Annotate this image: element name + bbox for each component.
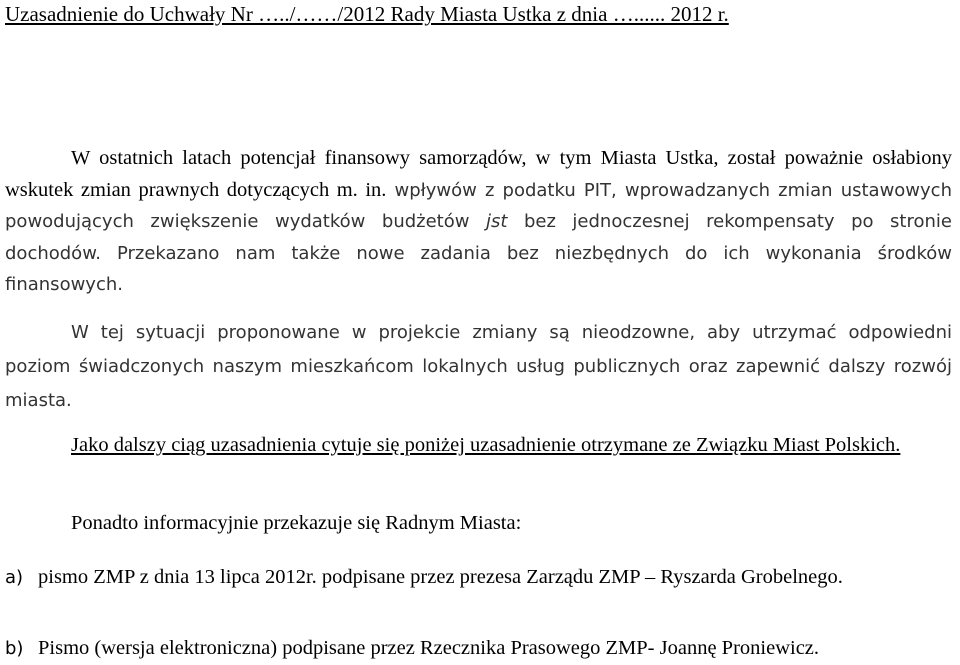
- zmp-justification-text: Jako dalszy ciąg uzasadnienia cytuje się poniżej uzasadnienie otrzymane ze Związku Miast Polskich.: [71, 434, 901, 456]
- document-heading: Uzasadnienie do Uchwały Nr …../……/2012 Rady Miasta Ustka z dnia …...... 2012 r.: [5, 2, 729, 26]
- list-item: [5, 562, 952, 594]
- list-marker: b): [5, 638, 24, 659]
- list-item-text: Pismo (wersja elektroniczna) podpisane przez Rzecznika Prasowego ZMP- Joannę Proniewicz.: [38, 637, 820, 659]
- list-item-text: pismo ZMP z dnia 13 lipca 2012r. podpisane przez prezesa Zarządu ZMP – Ryszarda Grobelnego.: [38, 566, 843, 588]
- paragraph-proposed-changes: W tej sytuacji proponowane w projekcie zmiany są nieodzowne, aby utrzymać odpowiedni poziom świadczonych naszym mieszkańcom lokalnych usług publicznych oraz zapewnić dalszy rozwój miasta.: [5, 322, 952, 411]
- paragraph-sans-part-2: bez jednoczesnej rekompensaty po stronie dochodów. Przekazano nam także nowe zadania bez niezbędnych do ich wykonania środków finansowych.: [5, 211, 952, 295]
- jst-abbreviation: jst: [486, 211, 508, 232]
- paragraph-zmp-justification: [5, 430, 952, 462]
- paragraph-information: Ponadto informacyjnie przekazuje się Radnym Miasta:: [71, 512, 522, 534]
- paragraph-sans-part-1: wpływów z podatku PIT, wprowadzanych zmian ustawowych powodujących zwiększenie wydatków budżetów: [5, 179, 952, 232]
- paragraph-serif-part: W ostatnich latach potencjał finansowy samorządów, w tym Miasta Ustka, został poważnie osłabiony wskutek zmian prawnych dotyczących m. in.: [5, 147, 952, 201]
- list-item: [5, 633, 952, 665]
- list-marker: a): [5, 567, 24, 588]
- paragraph-financial-situation: [5, 143, 952, 301]
